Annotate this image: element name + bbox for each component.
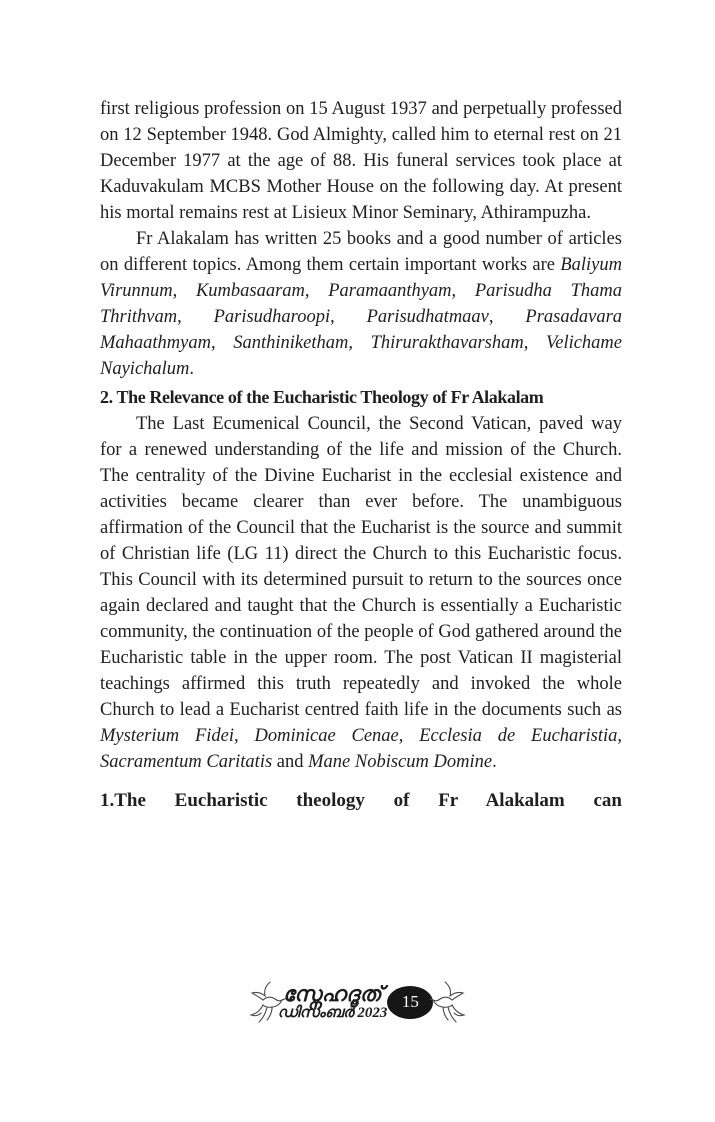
book-title: Paramaanthyam	[328, 281, 452, 301]
book-title: Dominicae Cenae	[254, 726, 399, 746]
book-title: Parisudha Thama Thrithvam	[100, 281, 622, 327]
book-title: Mysterium Fidei	[100, 726, 235, 746]
paragraph-biography: first religious profession on 15 August 1937 and perpetually professed on 12 September 1948. God Almighty, called him to eternal rest on 21 December 1977 at the age of 88. His funeral services took place at Kaduvakulam MCBS Mother House on the following day. At present his mortal remains rest at Lisieux Minor Seminary, Athirampuzha.	[100, 99, 622, 223]
dove-ornament-right-icon	[429, 979, 467, 1025]
book-title: Sacramentum Caritatis	[100, 752, 273, 772]
book-title: Parisudhatmaav	[366, 307, 489, 327]
paragraph-books: Fr Alakalam has written 25 books and a good number of articles on different topics. Among them certain important works are Baliyum Virunnum, Kumbasaaram, Paramaanthyam, Parisudha Thama Thrithvam, Parisudharoopi, Parisudhatmaav, Prasadavara Mahaathmyam, Santhiniketham, Thirurakthavarsham, Velichame Nayichalum.	[100, 229, 623, 379]
magazine-title: സ്നേഹദൂത്	[282, 982, 383, 1006]
book-title: Ecclesia de Eucharistia	[419, 726, 618, 746]
issue-date: ഡിസംബർ 2023	[277, 1005, 388, 1021]
page-number: 15	[401, 992, 419, 1011]
book-title: Baliyum Virunnum	[100, 255, 622, 301]
book-title: Thirurakthavarsham	[370, 333, 524, 353]
book-title: Prasadavara Mahaathmyam	[100, 307, 623, 353]
page-body	[100, 96, 622, 814]
page-number-badge	[387, 986, 433, 1019]
book-title: Kumbasaaram	[195, 281, 305, 301]
paragraph-vatican-council: The Last Ecumenical Council, the Second Vatican, paved way for a renewed understanding of the life and mission of the Church. The centrality of the Divine Eucharist in the ecclesial existence and activities became clearer than ever before. The unambiguous affirmation of the Council that the Eucharist is the source and summit of Christian life (LG 11) direct the Church to this Eucharistic focus. This Council with its determined pursuit to return to the sources once again declared and taught that the Church is essentially a Eucharistic community, the continuation of the people of God gathered around the Eucharistic table in the upper room. The post Vatican II magisterial teachings affirmed this truth repeatedly and invoked the whole Church to lead a Eucharist centred faith life in the documents such as Mysterium Fidei, Dominicae Cenae, Ecclesia de Eucharistia, Sacramentum Caritatis and Mane Nobiscum Domine.	[100, 414, 622, 772]
book-title: Santhiniketham	[233, 333, 349, 353]
section-heading-2: 2. The Relevance of the Eucharistic Theology of Fr Alakalam	[100, 387, 544, 407]
book-title: Parisudharoopi	[213, 307, 331, 327]
page-footer	[248, 979, 468, 1025]
footer-masthead	[278, 983, 388, 1021]
book-title: Velichame Nayichalum	[100, 333, 623, 379]
section-heading-1: 1.The Eucharistic theology of Fr Alakalam can	[100, 790, 622, 811]
book-title: Mane Nobiscum Domine	[308, 752, 493, 772]
